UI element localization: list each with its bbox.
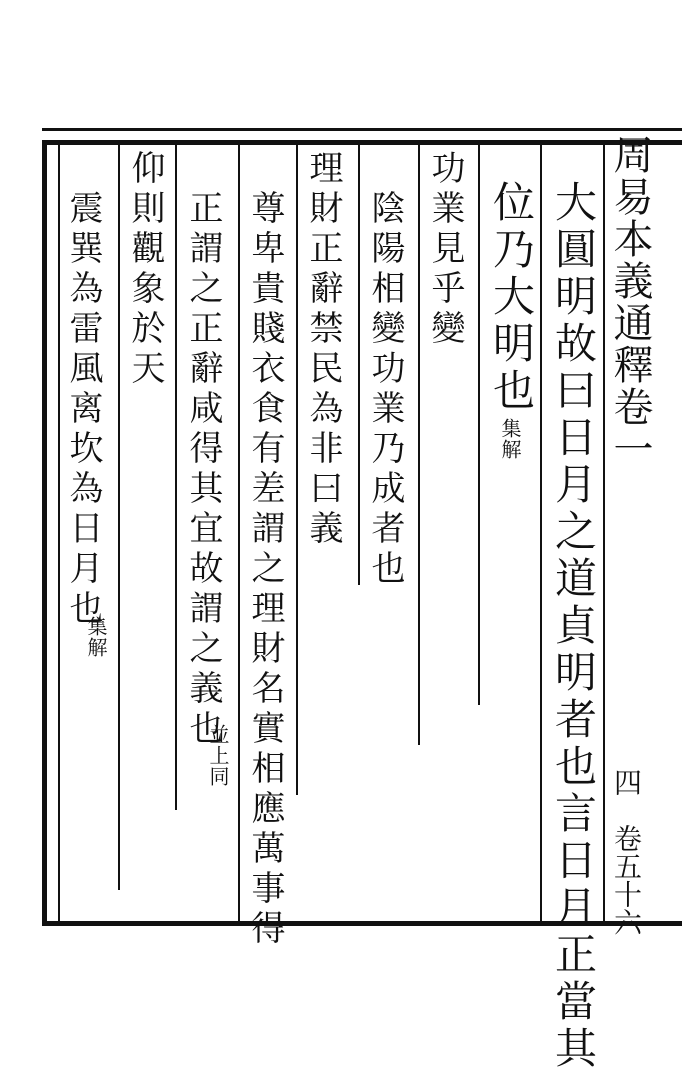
text-column-7: 正謂之正辭咸得其宜故謂之義也 [183, 190, 223, 750]
text-column-5: 理財正辭禁民為非曰義 [303, 150, 343, 550]
folio-number: 四 卷五十六 [610, 768, 643, 936]
text-column-8: 仰則觀象於天 [125, 150, 165, 390]
column-divider [418, 145, 420, 745]
book-title: 周易本義通釋卷一 [607, 134, 653, 470]
text-column-9: 震巽為雷風离坎為日月也 [63, 190, 103, 630]
column-divider [175, 145, 177, 810]
text-column-6: 尊卑貴賤衣食有差謂之理財名實相應萬事得 [245, 190, 285, 950]
text-column-2: 位乃大明也 [487, 180, 536, 415]
column-divider [58, 145, 60, 921]
text-column-3: 功業見乎變 [425, 150, 465, 350]
column-divider [118, 145, 120, 890]
column-divider [238, 145, 240, 921]
annotation-note: 並上同 [206, 724, 230, 787]
top-border-rule [42, 128, 682, 131]
annotation-note: 集解 [84, 616, 108, 658]
column-divider [540, 145, 542, 921]
column-divider [296, 145, 298, 795]
column-divider [478, 145, 480, 705]
column-divider [603, 145, 605, 921]
column-divider [358, 145, 360, 585]
text-column-1: 大圓明故曰日月之道貞明者也言日月正當其 [549, 180, 598, 1073]
annotation-note: 集解 [498, 418, 522, 460]
text-column-4: 陰陽相變功業乃成者也 [365, 190, 405, 590]
